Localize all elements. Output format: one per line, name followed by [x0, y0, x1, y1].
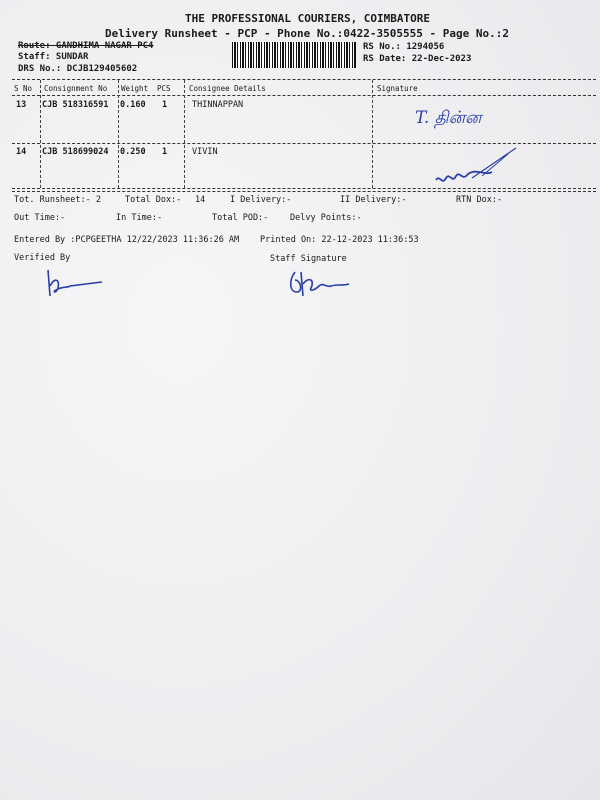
out-time: Out Time:-: [14, 213, 66, 223]
total-dox-label: Total Dox:-: [125, 195, 182, 205]
row-14-consignment: CJB 518699024: [42, 147, 109, 157]
in-time: In Time:-: [116, 213, 163, 223]
table-header-rule: [12, 95, 596, 96]
table-bottom-rule: [12, 188, 596, 189]
col-divider: [40, 80, 41, 188]
verified-by-signature: [40, 266, 110, 302]
row-separator: [12, 143, 596, 144]
drs-number: DRS No.: DCJB129405602: [18, 64, 138, 74]
rtn-dox: RTN Dox:-: [456, 195, 503, 205]
row-13-consignment: CJB 518316591: [42, 100, 109, 110]
row-13-consignee: THINNAPPAN: [192, 100, 244, 110]
col-sno: S No: [14, 84, 33, 93]
row-13-signature: T. தின்ன: [415, 108, 482, 128]
delvy-points: Delvy Points:-: [290, 213, 362, 223]
col-pcs: PCS: [157, 84, 171, 93]
table-bottom-rule-2: [12, 191, 596, 192]
rs-date: RS Date: 22-Dec-2023: [363, 54, 472, 64]
route-field: Route: GANDHIMA NAGAR PC4: [18, 41, 154, 51]
col-weight: Weight: [121, 84, 149, 93]
col-consignee: Consignee Details: [189, 84, 266, 93]
col-consignment: Consignment No: [44, 84, 108, 93]
col-divider: [118, 80, 119, 188]
i-delivery: I Delivery:-: [230, 195, 292, 205]
total-dox-value: 14: [195, 195, 206, 205]
row-14-consignee: VIVIN: [192, 147, 218, 157]
runsheet-subtitle: Delivery Runsheet - PCP - Phone No.:0422-3505555 - Page No.:2: [105, 27, 509, 40]
staff-field: Staff: SUNDAR: [18, 52, 89, 62]
table-top-rule: [12, 79, 596, 80]
rs-number: RS No.: 1294056: [363, 42, 445, 52]
company-title: THE PROFESSIONAL COURIERS, COIMBATORE: [185, 12, 431, 25]
printed-on: Printed On: 22-12-2023 11:36:53: [260, 235, 419, 245]
staff-signature: [285, 266, 355, 302]
total-pod: Total POD:-: [212, 213, 269, 223]
row-13-sno: 13: [16, 100, 27, 110]
col-divider: [184, 80, 185, 188]
barcode: [232, 42, 356, 68]
staff-signature-label: Staff Signature: [270, 254, 347, 264]
row-13-pcs: 1: [162, 100, 168, 110]
row-14-weight: 0.250: [120, 147, 146, 157]
row-13-weight: 0.160: [120, 100, 146, 110]
ii-delivery: II Delivery:-: [340, 195, 407, 205]
tot-runsheet: Tot. Runsheet:- 2: [14, 195, 101, 205]
row-14-pcs: 1: [162, 147, 168, 157]
verified-by-label: Verified By: [14, 253, 71, 263]
entered-by: Entered By :PCPGEETHA 12/22/2023 11:36:26 AM: [14, 235, 240, 245]
row-14-signature: [432, 146, 522, 190]
col-divider: [372, 80, 373, 188]
row-14-sno: 14: [16, 147, 27, 157]
col-signature: Signature: [377, 84, 418, 93]
